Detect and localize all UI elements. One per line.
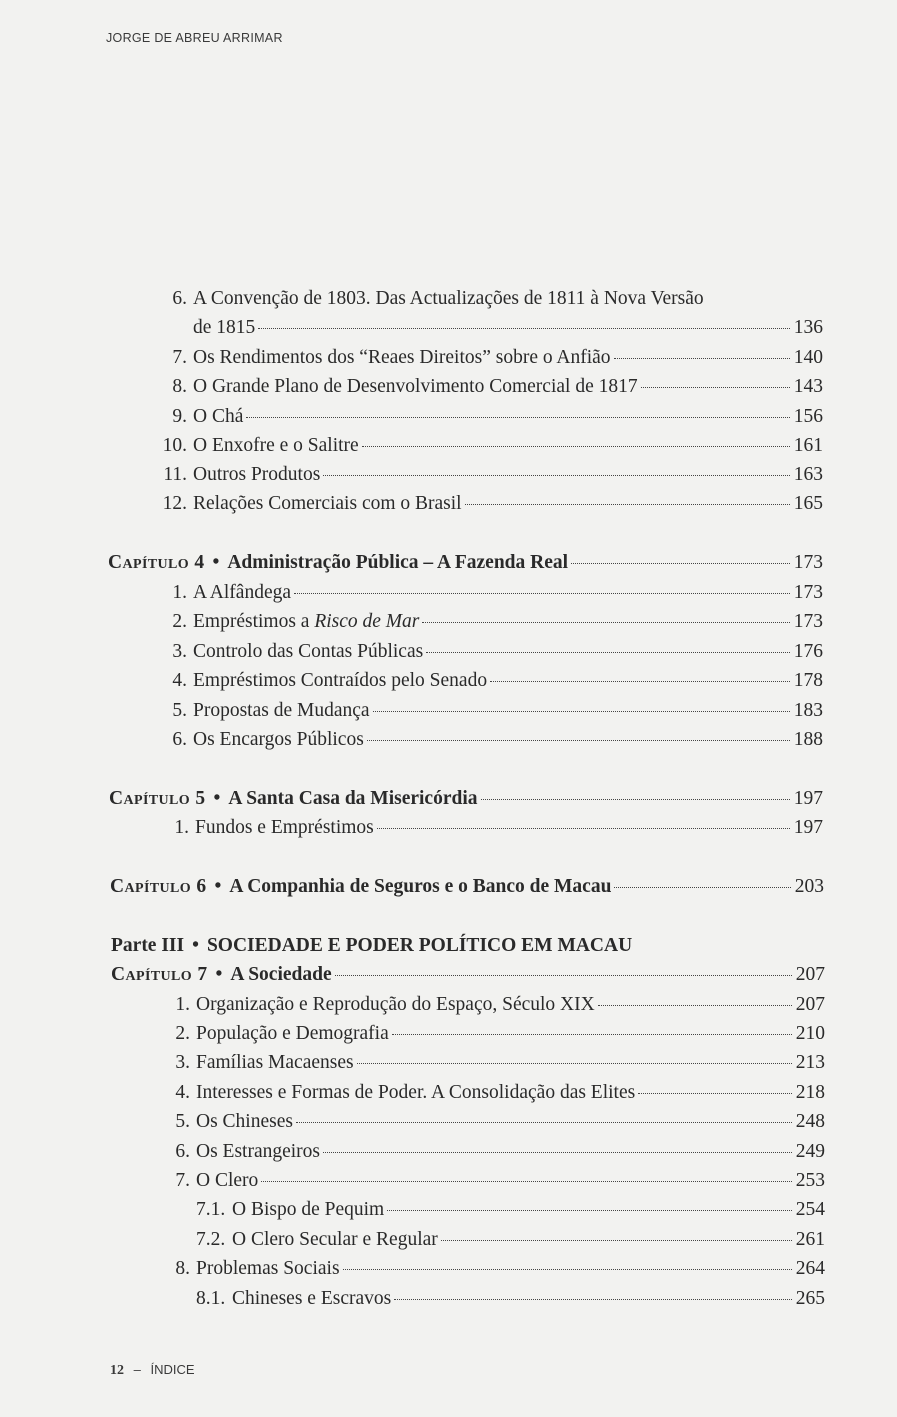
toc-entry: [196, 1198, 825, 1222]
entry-number: 4.: [175, 1082, 190, 1103]
entry-page: 253: [795, 1170, 825, 1191]
dot-leader: [422, 621, 790, 623]
entry-page: 261: [795, 1229, 825, 1250]
entry-page: 173: [793, 611, 823, 632]
entry-title: Fundos e Empréstimos: [195, 817, 374, 838]
entry-page: 178: [793, 670, 823, 691]
chapter-heading: [109, 787, 823, 811]
dot-leader: [377, 827, 790, 829]
toc-entry: [165, 581, 823, 605]
entry-page: 249: [795, 1141, 825, 1162]
entry-title: População e Demografia: [196, 1023, 389, 1044]
entry-page: 173: [793, 552, 823, 573]
dot-leader: [373, 710, 790, 712]
entry-page: 163: [793, 464, 823, 485]
entry-page: 218: [795, 1082, 825, 1103]
entry-number: 2.: [175, 1023, 190, 1044]
toc-entry: [165, 640, 823, 664]
entry-number: 6.: [175, 1141, 190, 1162]
part-label: Parte III: [111, 935, 185, 956]
page-number: 12: [110, 1363, 124, 1378]
toc-entry: [163, 405, 823, 429]
entry-number: 8.: [172, 376, 187, 397]
chapter-title: A Sociedade: [230, 964, 332, 985]
entry-number: 5.: [175, 1111, 190, 1132]
entry-title-text: Empréstimos a: [193, 611, 315, 632]
entry-number: 4.: [172, 670, 187, 691]
entry-number: 1.: [174, 817, 189, 838]
entry-title: O Bispo de Pequim: [232, 1199, 385, 1220]
toc-entry: [155, 492, 823, 516]
running-head: JORGE DE ABREU ARRIMAR: [106, 31, 283, 45]
dot-leader: [598, 1004, 792, 1006]
toc-entry: [168, 993, 825, 1017]
entry-title: Outros Produtos: [193, 464, 321, 485]
entry-page: 143: [793, 376, 823, 397]
entry-number: 6.: [172, 288, 187, 309]
entry-number: 7.: [172, 347, 187, 368]
dot-leader: [441, 1239, 792, 1241]
page-footer: [110, 1362, 195, 1379]
dot-leader: [335, 974, 792, 976]
dot-leader: [638, 1092, 792, 1094]
toc-entry: [196, 1228, 825, 1252]
entry-page: 248: [795, 1111, 825, 1132]
entry-page: 207: [795, 994, 825, 1015]
entry-title: A Alfândega: [193, 582, 292, 603]
toc-entry: [168, 1169, 825, 1193]
chapter-title: Administração Pública – A Fazenda Real: [227, 552, 569, 573]
entry-page: 265: [795, 1288, 825, 1309]
toc-entry: [163, 375, 823, 399]
dot-leader: [323, 474, 790, 476]
entry-number: 9.: [172, 406, 187, 427]
toc-entry: [163, 346, 823, 370]
bullet-separator: •: [214, 876, 222, 897]
bullet-separator: •: [192, 935, 199, 956]
entry-title: Os Encargos Públicos: [193, 729, 364, 750]
toc-entry: [168, 1110, 825, 1134]
entry-title: Relações Comerciais com o Brasil: [193, 493, 462, 514]
entry-number: 5.: [172, 700, 187, 721]
entry-title: Controlo das Contas Públicas: [193, 641, 424, 662]
chapter-title: A Companhia de Seguros e o Banco de Macau: [229, 876, 612, 897]
part-title: SOCIEDADE E PODER POLÍTICO EM MACAU: [206, 935, 633, 956]
dot-leader: [261, 1180, 792, 1182]
chapter-title: A Santa Casa da Misericórdia: [228, 788, 478, 809]
chapter-label: Capítulo 5: [109, 788, 206, 809]
dot-leader: [357, 1062, 792, 1064]
entry-page: 140: [793, 347, 823, 368]
toc-entry: [168, 1051, 825, 1075]
entry-number: 1.: [175, 994, 190, 1015]
entry-number: 3.: [172, 641, 187, 662]
toc-entry: [163, 287, 823, 311]
entry-page: 183: [793, 700, 823, 721]
toc-entry: [168, 1081, 825, 1105]
dot-leader: [571, 562, 790, 564]
chapter-heading: [108, 551, 823, 575]
entry-page: 161: [793, 435, 823, 456]
dot-leader: [343, 1268, 792, 1270]
toc-entry: [155, 463, 823, 487]
entry-page: 254: [795, 1199, 825, 1220]
toc-entry: [196, 1287, 825, 1311]
part-heading: [111, 934, 823, 958]
entry-number: 6.: [172, 729, 187, 750]
entry-title: Propostas de Mudança: [193, 700, 370, 721]
toc-entry: [165, 699, 823, 723]
dot-leader: [362, 445, 790, 447]
entry-title: de 1815: [193, 317, 256, 338]
toc-entry: [168, 1257, 825, 1281]
chapter-label: Capítulo 4: [108, 552, 205, 573]
footer-separator: –: [133, 1362, 141, 1377]
dot-leader: [296, 1121, 792, 1123]
entry-page: 165: [793, 493, 823, 514]
chapter-heading: [110, 875, 824, 899]
entry-title: Problemas Sociais: [196, 1258, 340, 1279]
entry-number: 11.: [163, 464, 187, 485]
entry-title: Organização e Reprodução do Espaço, Século XIX: [196, 994, 595, 1015]
entry-title: Empréstimos Contraídos pelo Senado: [193, 670, 488, 691]
entry-page: 197: [793, 788, 823, 809]
entry-number: 3.: [175, 1052, 190, 1073]
entry-title: Chineses e Escravos: [232, 1288, 392, 1309]
toc-entry: [168, 1022, 825, 1046]
dot-leader: [294, 592, 790, 594]
toc-entry: [155, 434, 823, 458]
chapter-label: Capítulo 6: [110, 876, 207, 897]
entry-page: 210: [795, 1023, 825, 1044]
entry-number: 8.1.: [196, 1288, 226, 1309]
entry-title: O Enxofre e o Salitre: [193, 435, 359, 456]
entry-page: 173: [793, 582, 823, 603]
entry-title: Os Chineses: [196, 1111, 293, 1132]
entry-title: O Clero: [196, 1170, 259, 1191]
bullet-separator: •: [215, 964, 223, 985]
entry-number: 8.: [175, 1258, 190, 1279]
entry-number: 1.: [172, 582, 187, 603]
entry-title: O Clero Secular e Regular: [232, 1229, 438, 1250]
entry-page: 207: [795, 964, 825, 985]
dot-leader: [323, 1151, 792, 1153]
chapter-label: Capítulo 7: [111, 964, 208, 985]
toc-entry-continuation: [193, 316, 823, 340]
entry-number: 12.: [162, 493, 187, 514]
entry-page: 213: [795, 1052, 825, 1073]
entry-number: 7.2.: [196, 1229, 226, 1250]
dot-leader: [481, 798, 791, 800]
entry-title-italic: Risco de Mar: [314, 611, 420, 632]
dot-leader: [392, 1033, 792, 1035]
entry-page: 136: [793, 317, 823, 338]
bullet-separator: •: [212, 552, 220, 573]
bullet-separator: •: [213, 788, 221, 809]
dot-leader: [367, 739, 790, 741]
dot-leader: [258, 327, 790, 329]
entry-page: 197: [793, 817, 823, 838]
toc-entry: [168, 1140, 825, 1164]
dot-leader: [465, 503, 790, 505]
entry-number: 7.: [175, 1170, 190, 1191]
entry-title: O Chá: [193, 406, 244, 427]
entry-title: Os Rendimentos dos “Reaes Direitos” sobre o Anfião: [193, 347, 611, 368]
entry-page: 188: [793, 729, 823, 750]
footer-section: ÍNDICE: [150, 1362, 195, 1377]
dot-leader: [614, 357, 790, 359]
entry-title: [193, 610, 419, 634]
entry-title: Interesses e Formas de Poder. A Consolidação das Elites: [196, 1082, 636, 1103]
entry-title: O Grande Plano de Desenvolvimento Comercial de 1817: [193, 376, 638, 397]
entry-number: 7.1.: [196, 1199, 226, 1220]
toc-entry: [165, 728, 823, 752]
dot-leader: [641, 386, 790, 388]
entry-page: 264: [795, 1258, 825, 1279]
entry-title: Os Estrangeiros: [196, 1141, 321, 1162]
entry-number: 10.: [162, 435, 187, 456]
entry-page: 176: [793, 641, 823, 662]
toc-entry: [165, 610, 823, 634]
chapter-heading: [111, 963, 825, 987]
dot-leader: [614, 886, 791, 888]
dot-leader: [394, 1298, 792, 1300]
dot-leader: [426, 651, 790, 653]
dot-leader: [490, 680, 790, 682]
entry-title: Famílias Macaenses: [196, 1052, 354, 1073]
dot-leader: [387, 1209, 792, 1211]
entry-page: 203: [794, 876, 824, 897]
toc-entry: [165, 669, 823, 693]
entry-title: A Convenção de 1803. Das Actualizações de 1811 à Nova Versão: [193, 288, 704, 309]
toc-entry: [167, 816, 823, 840]
dot-leader: [246, 416, 790, 418]
entry-page: 156: [793, 406, 823, 427]
entry-number: 2.: [172, 611, 187, 632]
